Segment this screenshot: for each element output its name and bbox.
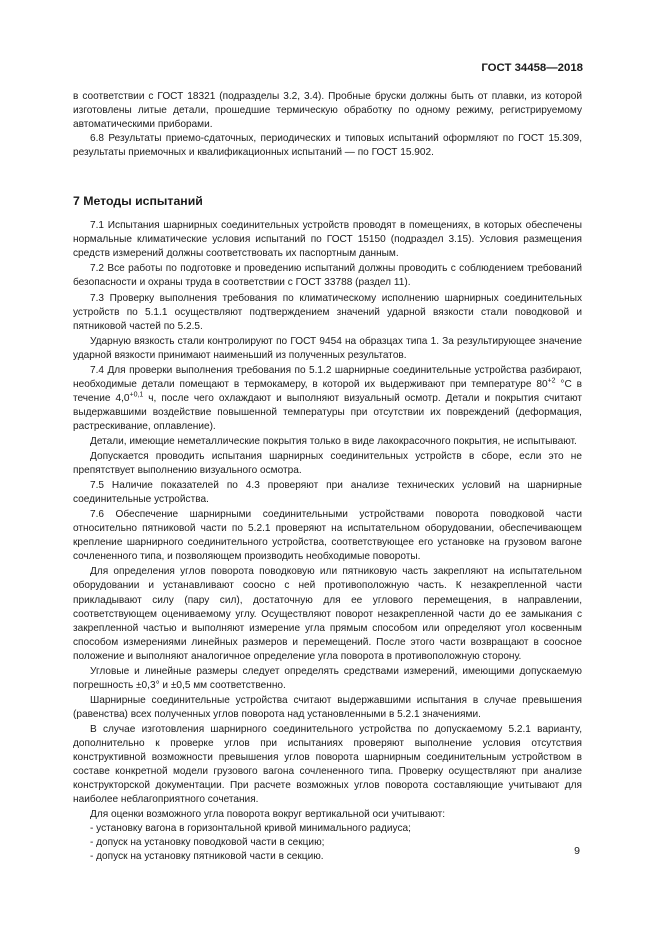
list-item: - установку вагона в горизонтальной кривой минимального радиуса; bbox=[90, 823, 411, 835]
document-body bbox=[73, 90, 582, 864]
p74-text-a: 7.4 Для проверки выполнения требования по 5.1.2 шарнирные соединительные устройства разбирают, необходимые детали помещают в термокамеру, в которой их выдерживают при температуре 80 bbox=[73, 364, 582, 390]
p74-text-c: ч, после чего охлаждают и выполняют визуальный осмотр. Детали и покрытия считают выдержавшими воздействие повышенной температуры при отсутствии их повреждений (деформация, растрескивание, оплавление). bbox=[73, 392, 583, 432]
paragraph-7-1: 7.1 Испытания шарнирных соединительных устройств проводят в помещениях, в которых обеспечены нормальные климатические условия испытаний по ГОСТ 15150 (подраздел 3.15). Условия размещения средств измерений должны соответствовать их паспортным данным. bbox=[73, 220, 582, 260]
paragraph-6-8: 6.8 Результаты приемо-сдаточных, периодических и типовых испытаний оформляют по ГОСТ 15.309, результаты приемочных и квалификационных испытаний — по ГОСТ 15.902. bbox=[73, 133, 582, 159]
page-number: 9 bbox=[574, 845, 580, 857]
paragraph-7-3: 7.3 Проверку выполнения требования по климатическому исполнению шарнирных соединительных устройств по 5.1.1 осуществляют подтверждением значений ударной вязкости стали поводковой и пятниковой частей по 5.2.5. bbox=[73, 292, 582, 332]
list-item: - допуск на установку поводковой части в секцию; bbox=[90, 837, 325, 849]
paragraph-variant-check: В случае изготовления шарнирного соединительного устройства по допускаемому 5.2.1 варианту, дополнительно к проверке углов при испытаниях проверяют выполнение условия отсутствия конструктивной возможности превышения углов поворота шарнирным соединительным устройством в составе конкретной модели грузового вагона сочлененного типа. Проверку осуществляют при анализе конструкторской документации. При расчете возможных углов поворота составляющие учитывают для наиболее неблагоприятного сочетания. bbox=[73, 723, 582, 806]
paragraph-assembly-test: Допускается проводить испытания шарнирных соединительных устройств в сборе, если это не препятствует выполнению визуального осмотра. bbox=[73, 451, 582, 477]
paragraph-impact-strength: Ударную вязкость стали контролируют по ГОСТ 9454 на образцах типа 1. За результирующее значение ударной вязкости принимают наименьший из полученных результатов. bbox=[73, 335, 582, 361]
paragraph-7-6: 7.6 Обеспечение шарнирными соединительными устройствами поворота поводковой части относительно пятниковой части по 5.2.1 проверяют на испытательном оборудовании, обеспечивающем крепление шарнирного соединительного устройства, соответствующее его установке на грузовом вагоне сочлененного типа, и позволяющем производить необходимые повороты. bbox=[73, 509, 582, 563]
paragraph-angle-determination: Для определения углов поворота поводковую или пятниковую часть закрепляют на испытательном оборудовании и устанавливают соосно с ней противоположную часть. К незакрепленной части прикладывают силу (пару сил), достаточную для ее углового перемещения, в направлении, соответствующем оцениваемому углу. Осуществляют поворот незакрепленной части до ее замыкания с закрепленной частью и выполняют измерение угла прямым способом или определяют угол косвенным способом измерениями линейных размеров и перемещений. После этого части возвращают в соосное положение и выполняют аналогичное определение угла поворота в противоположную сторону. bbox=[73, 566, 582, 662]
paragraph-7-4 bbox=[73, 364, 582, 434]
document-code-header: ГОСТ 34458—2018 bbox=[481, 62, 583, 74]
paragraph-7-2: 7.2 Все работы по подготовке и проведению испытаний должны проводить с соблюдением требований безопасности и охраны труда в соответствии с ГОСТ 33788 (раздел 11). bbox=[73, 263, 582, 289]
paragraph-list-intro: Для оценки возможного угла поворота вокруг вертикальной оси учитывают: bbox=[90, 809, 446, 821]
paragraph-measurement-error: Угловые и линейные размеры следует определять средствами измерений, имеющими допускаемую погрешность ±0,3° и ±0,5 мм соответственно. bbox=[73, 665, 582, 691]
section-heading: 7 Методы испытаний bbox=[73, 194, 203, 209]
p74-temperature-tolerance: +2 bbox=[547, 377, 556, 385]
list-item: - допуск на установку пятниковой части в секцию. bbox=[90, 851, 324, 863]
paragraph-coatings: Детали, имеющие неметаллические покрытия только в виде лакокрасочного покрытия, не испытывают. bbox=[90, 435, 577, 447]
p74-text-b: °С в течение 4,0 bbox=[73, 378, 582, 404]
p74-time-tolerance: +0,1 bbox=[129, 391, 144, 399]
paragraph-test-passed: Шарнирные соединительные устройства считают выдержавшими испытания в случае превышения (равенства) всех полученных углов поворота над установленными в 5.2.1 значениями. bbox=[73, 694, 582, 720]
paragraph-7-5: 7.5 Наличие показателей по 4.3 проверяют при анализе технических условий на шарнирные соединительные устройства. bbox=[73, 480, 582, 506]
paragraph-continuation: в соответствии с ГОСТ 18321 (подразделы 3.2, 3.4). Пробные бруски должны быть от плавки, из которой изготовлены литые детали, прошедшие термическую обработку по одному режиму, регистрируемому автоматическими приборами. bbox=[73, 91, 582, 131]
